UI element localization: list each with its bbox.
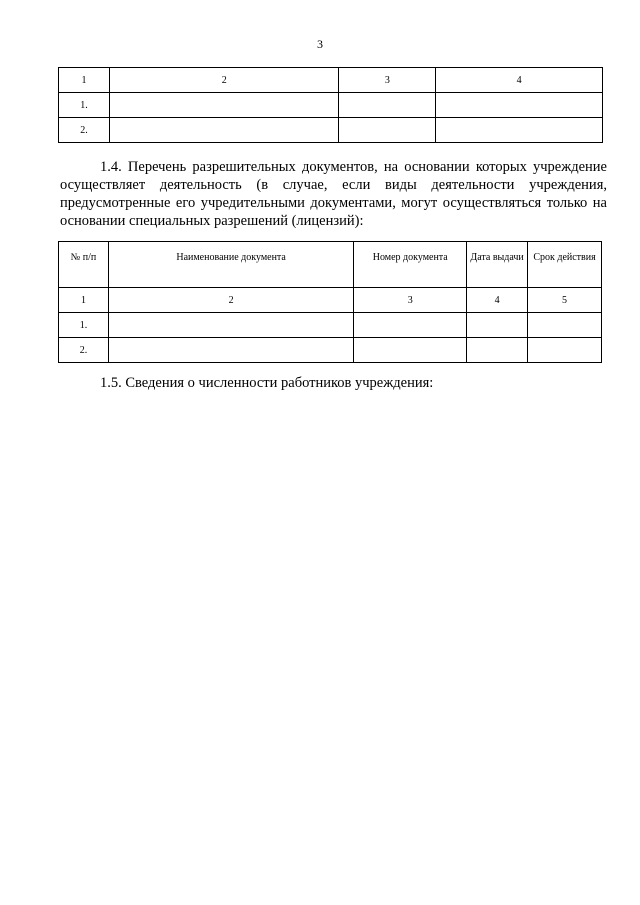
table-cell (109, 93, 339, 118)
table-cell (108, 338, 353, 363)
table-row (59, 338, 602, 363)
table-number-row (59, 288, 602, 313)
column-number-cell: 4 (436, 68, 603, 93)
table-cell (528, 313, 602, 338)
header-cell-document-name: Наименование документа (108, 242, 353, 288)
column-number-cell: 1 (59, 288, 109, 313)
column-number-cell: 1 (59, 68, 110, 93)
table-row (59, 313, 602, 338)
table-cell (354, 338, 467, 363)
column-number-cell: 3 (354, 288, 467, 313)
table-cell (436, 93, 603, 118)
table-cell (339, 118, 436, 143)
column-number-cell: 4 (467, 288, 528, 313)
header-cell-number: № п/п (59, 242, 109, 288)
table-row (59, 93, 603, 118)
column-number-cell: 5 (528, 288, 602, 313)
table-header-row (59, 242, 602, 288)
table-cell (467, 313, 528, 338)
continued-table (58, 67, 603, 143)
table-cell (108, 313, 353, 338)
row-number-cell: 2. (59, 338, 109, 363)
table-cell (436, 118, 603, 143)
paragraph-1-5: 1.5. Сведения о численности работников учреждения: (100, 375, 434, 391)
table-cell (467, 338, 528, 363)
table-cell (109, 118, 339, 143)
permits-table (58, 241, 602, 363)
table-cell (354, 313, 467, 338)
column-number-cell: 2 (109, 68, 339, 93)
header-cell-issue-date: Дата выдачи (467, 242, 528, 288)
header-cell-document-number: Номер документа (354, 242, 467, 288)
column-number-cell: 2 (108, 288, 353, 313)
page-number: 3 (317, 37, 323, 51)
row-number-cell: 1. (59, 93, 110, 118)
table-number-row (59, 68, 603, 93)
row-number-cell: 2. (59, 118, 110, 143)
column-number-cell: 3 (339, 68, 436, 93)
row-number-cell: 1. (59, 313, 109, 338)
paragraph-1-4: 1.4. Перечень разрешительных документов, на основании которых учреждение осуществляет деятельность (в случае, если виды деятельности учреждения, предусмотренные его учредительными документами, могут осуществляться только на основании специальных разрешений (лицензий): (60, 159, 607, 229)
table-cell (339, 93, 436, 118)
table-cell (528, 338, 602, 363)
table-row (59, 118, 603, 143)
header-cell-validity: Срок действия (528, 242, 602, 288)
